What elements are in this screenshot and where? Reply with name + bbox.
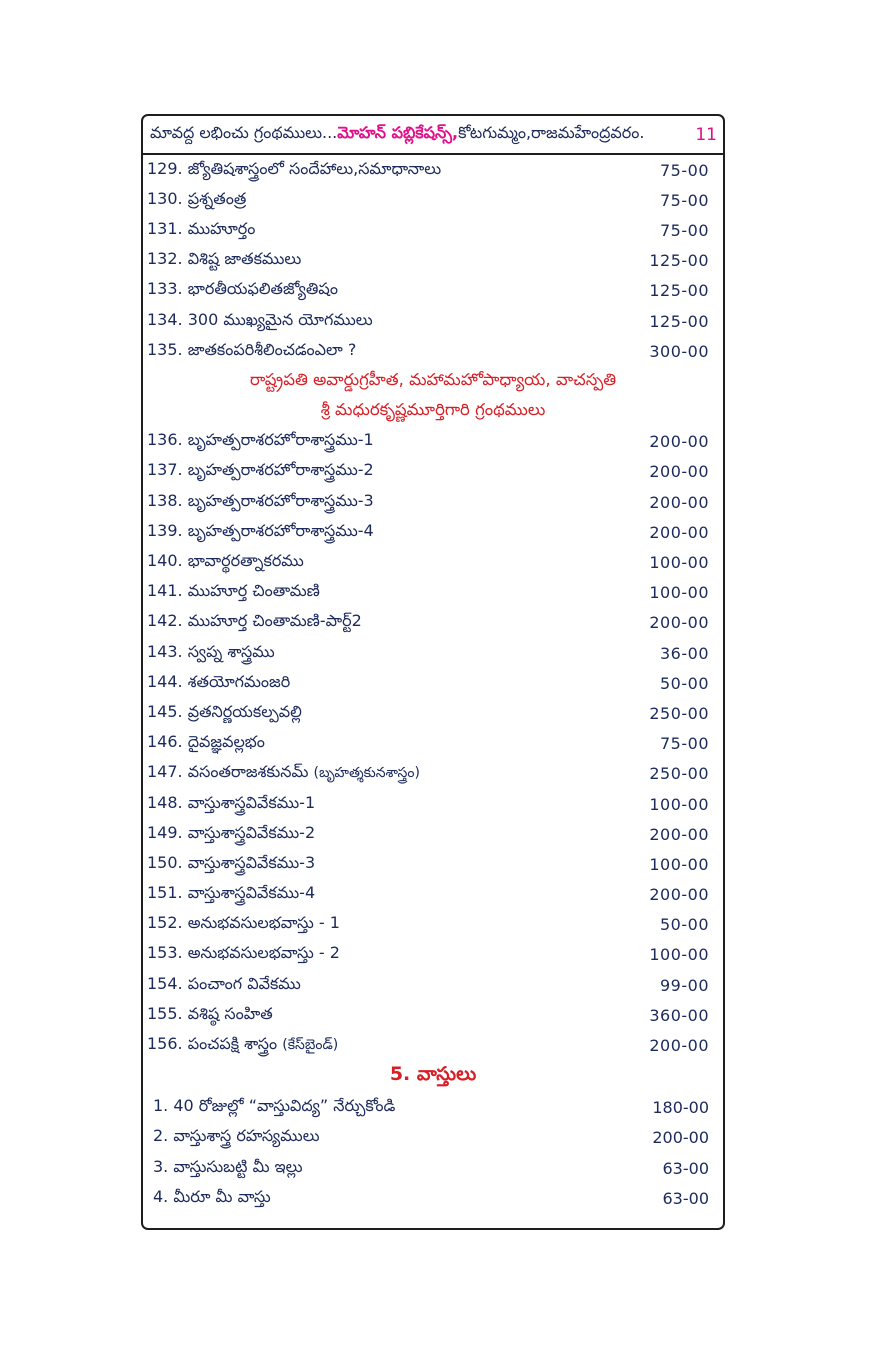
list-item bbox=[143, 759, 723, 789]
book-entry bbox=[147, 702, 302, 725]
list-item bbox=[143, 940, 723, 970]
book-price: 50-00 bbox=[660, 915, 709, 935]
book-entry bbox=[147, 1004, 273, 1027]
book-number: 138. bbox=[147, 490, 183, 510]
book-price: 200-00 bbox=[649, 613, 709, 633]
header-prefix: మావద్ద లభించు గ్రంథములు... bbox=[150, 123, 338, 142]
list-item bbox=[143, 185, 723, 215]
list-item bbox=[143, 970, 723, 1000]
book-price: 75-00 bbox=[660, 160, 709, 180]
list-item bbox=[143, 517, 723, 547]
book-price: 100-00 bbox=[649, 553, 709, 573]
book-price: 125-00 bbox=[649, 251, 709, 271]
list-item bbox=[143, 215, 723, 245]
book-title: వాస్తుశాస్త్రవివేకము-1 bbox=[187, 792, 316, 812]
book-title: వాస్తుశాస్త్ర రహస్యములు bbox=[173, 1126, 320, 1146]
book-price: 75-00 bbox=[660, 220, 709, 240]
book-price: 250-00 bbox=[649, 764, 709, 784]
list-item bbox=[143, 155, 723, 185]
book-title: భావార్థరత్నాకరము bbox=[187, 551, 304, 571]
book-entry bbox=[147, 1034, 338, 1057]
list-item bbox=[143, 819, 723, 849]
book-number: 145. bbox=[147, 701, 183, 721]
book-price: 200-00 bbox=[649, 1036, 709, 1056]
book-title: శతయోగమంజరి bbox=[187, 671, 291, 691]
book-price: 200-00 bbox=[649, 462, 709, 482]
book-entry bbox=[147, 883, 315, 906]
book-price: 200-00 bbox=[649, 522, 709, 542]
list-item bbox=[143, 910, 723, 940]
book-title: మీరూ మీ వాస్తు bbox=[173, 1186, 271, 1206]
book-title: విశిష్ట జాతకములు bbox=[187, 249, 302, 269]
book-price: 100-00 bbox=[649, 794, 709, 814]
book-entry bbox=[153, 1126, 320, 1149]
book-entry bbox=[147, 732, 265, 755]
book-price: 200-00 bbox=[649, 432, 709, 452]
book-number: 153. bbox=[147, 943, 183, 963]
book-entry bbox=[147, 159, 441, 182]
book-entry bbox=[147, 310, 373, 333]
book-entry bbox=[147, 672, 290, 695]
book-entry bbox=[147, 460, 374, 483]
book-entry bbox=[147, 249, 301, 272]
book-title: భారతీయఫలితజ్యోతిషం bbox=[187, 279, 338, 299]
book-number: 149. bbox=[147, 822, 183, 842]
list-item bbox=[143, 246, 723, 276]
header-address: కోటగుమ్మం,రాజమహేంద్రవరం. bbox=[458, 123, 645, 142]
book-entry bbox=[147, 611, 362, 634]
book-title: వాస్తుసుబట్టి మీ ఇల్లు bbox=[173, 1156, 303, 1176]
book-title: వశిష్ఠ సంహిత bbox=[187, 1003, 273, 1023]
list-item bbox=[143, 729, 723, 759]
book-price: 75-00 bbox=[660, 734, 709, 754]
list-item bbox=[143, 1183, 723, 1213]
book-entry bbox=[153, 1187, 271, 1210]
book-number: 140. bbox=[147, 551, 183, 571]
book-price: 125-00 bbox=[649, 311, 709, 331]
book-number: 141. bbox=[147, 581, 183, 601]
section-heading-vastu: 5. వాస్తులు bbox=[389, 1063, 477, 1086]
book-title: వ్రతనిర్ణయకల్పవల్లి bbox=[187, 701, 302, 721]
book-title: దైవజ్ఞవల్లభం bbox=[187, 732, 265, 752]
book-title: పంచపక్షి శాస్త్రం bbox=[187, 1034, 278, 1054]
book-title: 300 ముఖ్యమైన యోగములు bbox=[187, 309, 373, 329]
book-title: అనుభవసులభవాస్తు - 2 bbox=[187, 943, 340, 963]
book-entry bbox=[147, 189, 246, 212]
book-entry bbox=[153, 1157, 303, 1180]
book-entry bbox=[147, 913, 340, 936]
book-number: 3. bbox=[153, 1156, 169, 1176]
page-header bbox=[143, 116, 723, 155]
book-title: వాస్తుశాస్త్రవివేకము-2 bbox=[187, 822, 316, 842]
book-number: 142. bbox=[147, 611, 183, 631]
book-title: జ్యోతిషశాస్త్రంలో సందేహాలు,సమాధానాలు bbox=[187, 158, 442, 178]
book-price: 75-00 bbox=[660, 190, 709, 210]
book-note: (కేస్‌బైండ్) bbox=[282, 1037, 339, 1054]
book-number: 148. bbox=[147, 792, 183, 812]
book-title: ప్రశ్నతంత్ర bbox=[187, 188, 247, 208]
book-price: 100-00 bbox=[649, 854, 709, 874]
book-list-frame bbox=[141, 114, 725, 1230]
book-price: 99-00 bbox=[660, 975, 709, 995]
page-number: 11 bbox=[695, 124, 717, 145]
list-item bbox=[143, 457, 723, 487]
book-number: 154. bbox=[147, 973, 183, 993]
book-entry bbox=[147, 521, 374, 544]
list-item bbox=[143, 698, 723, 728]
book-number: 147. bbox=[147, 762, 183, 782]
list-item bbox=[143, 880, 723, 910]
book-number: 152. bbox=[147, 913, 183, 933]
list-item bbox=[143, 427, 723, 457]
book-number: 151. bbox=[147, 883, 183, 903]
list-item bbox=[143, 1000, 723, 1030]
book-title: జాతకంపరిశీలించడంఎలా ? bbox=[187, 339, 357, 359]
book-title: వాస్తుశాస్త్రవివేకము-4 bbox=[187, 883, 316, 903]
book-price: 50-00 bbox=[660, 673, 709, 693]
book-price: 36-00 bbox=[660, 643, 709, 663]
book-number: 146. bbox=[147, 732, 183, 752]
book-entry bbox=[147, 943, 340, 966]
book-price: 250-00 bbox=[649, 703, 709, 723]
book-title: అనుభవసులభవాస్తు - 1 bbox=[187, 913, 340, 933]
book-title: బృహత్పరాశరహోరాశాస్త్రము-2 bbox=[187, 460, 374, 480]
book-price: 200-00 bbox=[649, 885, 709, 905]
book-number: 150. bbox=[147, 852, 183, 872]
book-list-part-c bbox=[143, 1093, 723, 1214]
list-item bbox=[143, 608, 723, 638]
book-entry bbox=[147, 279, 338, 302]
book-entry bbox=[147, 430, 374, 453]
book-number: 136. bbox=[147, 430, 183, 450]
book-entry bbox=[147, 762, 420, 785]
book-number: 134. bbox=[147, 309, 183, 329]
book-entry bbox=[147, 793, 315, 816]
book-price: 200-00 bbox=[652, 1128, 709, 1148]
book-entry bbox=[147, 491, 374, 514]
book-entry bbox=[147, 581, 320, 604]
book-number: 143. bbox=[147, 641, 183, 661]
book-number: 2. bbox=[153, 1126, 169, 1146]
book-entry bbox=[147, 551, 304, 574]
section-heading-line2: శ్రీ మధురకృష్ణమూర్తిగారి గ్రంథములు bbox=[320, 400, 546, 420]
book-list bbox=[143, 155, 723, 1213]
book-number: 129. bbox=[147, 158, 183, 178]
book-title: పంచాంగ వివేకము bbox=[187, 973, 301, 993]
book-title: 40 రోజుల్లో “వాస్తువిద్య” నేర్చుకోండి bbox=[173, 1096, 396, 1116]
book-price: 125-00 bbox=[649, 281, 709, 301]
book-price: 180-00 bbox=[652, 1098, 709, 1118]
book-number: 137. bbox=[147, 460, 183, 480]
book-title: ముహూర్త చింతామణి-పార్ట్2 bbox=[187, 611, 362, 631]
list-item bbox=[143, 789, 723, 819]
list-item bbox=[143, 336, 723, 366]
book-price: 300-00 bbox=[649, 341, 709, 361]
list-item bbox=[143, 306, 723, 336]
book-entry bbox=[153, 1096, 395, 1119]
book-list-part-b bbox=[143, 427, 723, 1061]
book-number: 131. bbox=[147, 218, 183, 238]
list-item bbox=[143, 1153, 723, 1183]
book-entry bbox=[147, 642, 275, 665]
header-publisher: మోహన్ పబ్లికేషన్స్, bbox=[337, 123, 459, 142]
book-number: 132. bbox=[147, 249, 183, 269]
book-title: స్వప్న శాస్త్రము bbox=[187, 641, 275, 661]
list-item bbox=[143, 849, 723, 879]
list-item bbox=[143, 1030, 723, 1060]
section-heading-line1: రాష్ట్రపతి అవార్డుగ్రహీత, మహామహోపాధ్యాయ, వాచస్పతి bbox=[249, 369, 617, 389]
book-entry bbox=[147, 340, 356, 363]
book-price: 63-00 bbox=[662, 1188, 709, 1208]
book-title: వసంతరాజశకునమ్ bbox=[187, 762, 309, 782]
book-number: 135. bbox=[147, 339, 183, 359]
book-title: బృహత్పరాశరహోరాశాస్త్రము-3 bbox=[187, 490, 374, 510]
book-price: 200-00 bbox=[649, 824, 709, 844]
book-list-part-a bbox=[143, 155, 723, 366]
book-number: 1. bbox=[153, 1096, 169, 1116]
book-entry bbox=[147, 853, 315, 876]
list-item bbox=[143, 487, 723, 517]
book-number: 155. bbox=[147, 1003, 183, 1023]
book-price: 100-00 bbox=[649, 583, 709, 603]
book-price: 63-00 bbox=[662, 1158, 709, 1178]
list-item bbox=[143, 547, 723, 577]
book-title: బృహత్పరాశరహోరాశాస్త్రము-4 bbox=[187, 520, 374, 540]
book-number: 130. bbox=[147, 188, 183, 208]
book-title: వాస్తుశాస్త్రవివేకము-3 bbox=[187, 852, 316, 872]
list-item bbox=[143, 1123, 723, 1153]
book-number: 156. bbox=[147, 1034, 183, 1054]
book-price: 360-00 bbox=[649, 1005, 709, 1025]
book-number: 133. bbox=[147, 279, 183, 299]
book-title: ముహూర్తం bbox=[187, 218, 256, 238]
book-title: బృహత్పరాశరహోరాశాస్త్రము-1 bbox=[187, 430, 374, 450]
book-price: 100-00 bbox=[649, 945, 709, 965]
list-item bbox=[143, 1093, 723, 1123]
book-entry bbox=[147, 823, 315, 846]
list-item bbox=[143, 276, 723, 306]
book-number: 144. bbox=[147, 671, 183, 691]
book-title: ముహూర్త చింతామణి bbox=[187, 581, 320, 601]
book-note: (బృహత్శకునశాస్త్రం) bbox=[313, 765, 420, 782]
book-number: 4. bbox=[153, 1186, 169, 1206]
list-item bbox=[143, 638, 723, 668]
list-item bbox=[143, 578, 723, 608]
book-price: 200-00 bbox=[649, 492, 709, 512]
book-entry bbox=[147, 974, 301, 997]
list-item bbox=[143, 668, 723, 698]
book-entry bbox=[147, 219, 255, 242]
book-number: 139. bbox=[147, 520, 183, 540]
